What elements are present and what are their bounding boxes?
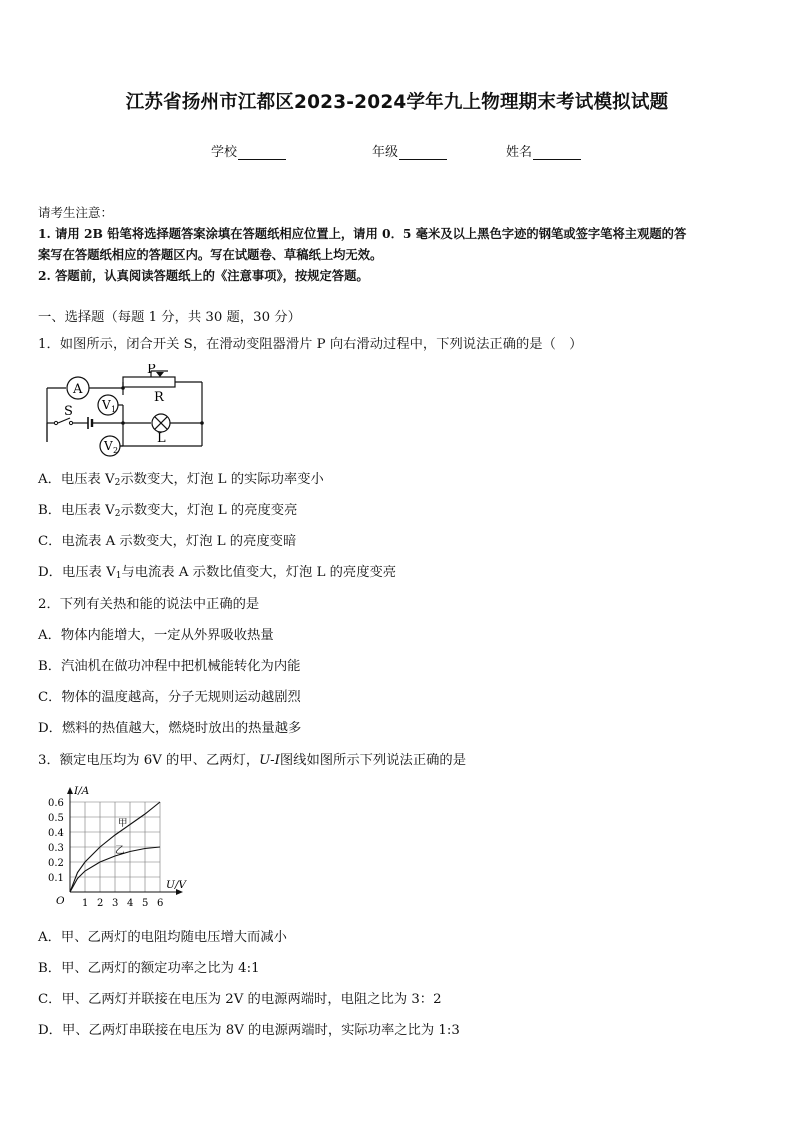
notice-item1-line1: 1. 请用 2B 铅笔将选择题答案涂填在答题纸相应位置上，请用 0．5 毫米及以上黑色字迹的钢笔或签字笔将主观题的答 bbox=[38, 226, 687, 241]
y-tick-label: 0.6 bbox=[48, 798, 64, 809]
page-title: 江苏省扬州市江都区2023-2024学年九上物理期末考试模拟试题 bbox=[125, 92, 669, 113]
ui-graph bbox=[40, 780, 200, 910]
y-tick-label: 0.2 bbox=[48, 858, 64, 869]
origin-label: O bbox=[56, 895, 65, 907]
q2-option-c: C．物体的温度越高，分子无规则运动越剧烈 bbox=[38, 690, 301, 705]
notice-heading: 请考生注意： bbox=[38, 205, 114, 220]
notice-item1-line2: 案写在答题纸相应的答题区内。写在试题卷、草稿纸上均无效。 bbox=[38, 247, 383, 262]
label-R: R bbox=[154, 390, 164, 405]
label-L: L bbox=[157, 431, 166, 446]
label-P: P bbox=[147, 364, 156, 377]
label-S: S bbox=[64, 404, 73, 419]
name-blank bbox=[533, 145, 581, 160]
q3-option-a: A．甲、乙两灯的电阻均随电压增大而减小 bbox=[38, 930, 287, 945]
question-2-stem: 2．下列有关热和能的说法中正确的是 bbox=[38, 597, 260, 612]
q1-option-d: D．电压表 $V_1$与电流表 A 示数比值变大，灯泡 L 的亮度变亮 bbox=[38, 565, 397, 581]
q2-option-a: A．物体内能增大，一定从外界吸收热量 bbox=[38, 628, 274, 643]
name-field bbox=[506, 141, 581, 160]
notice-item2: 2. 答题前，认真阅读答题纸上的《注意事项》，按规定答题。 bbox=[38, 268, 369, 283]
y-tick-label: 0.1 bbox=[48, 873, 64, 884]
y-tick-label: 0.5 bbox=[48, 813, 64, 824]
q1-option-c: C．电流表 A 示数变大，灯泡 L 的亮度变暗 bbox=[38, 534, 297, 549]
q3-option-d: D．甲、乙两灯串联接在电压为 8V 的电源两端时，实际功率之比为 1:3 bbox=[38, 1023, 460, 1038]
x-tick-label: 3 bbox=[112, 898, 119, 909]
y-tick-label: 0.4 bbox=[48, 828, 64, 839]
name-label: 姓名 bbox=[506, 145, 533, 160]
school-blank bbox=[238, 145, 286, 160]
circuit-diagram bbox=[40, 364, 210, 460]
x-axis-label: U/V bbox=[166, 879, 186, 891]
grade-label: 年级 bbox=[372, 145, 399, 160]
y-tick-label: 0.3 bbox=[48, 843, 64, 854]
q2-option-b: B．汽油机在做功冲程中把机械能转化为内能 bbox=[38, 659, 301, 674]
x-tick-label: 1 bbox=[82, 898, 89, 909]
x-tick-label: 6 bbox=[157, 898, 164, 909]
x-tick-label: 2 bbox=[97, 898, 104, 909]
q3-option-c: C．甲、乙两灯并联接在电压为 2V 的电源两端时，电阻之比为 3：2 bbox=[38, 992, 442, 1007]
grade-blank bbox=[399, 145, 447, 160]
series-label-jia: 甲 bbox=[118, 818, 128, 829]
question-3-stem: 3．额定电压均为 6V 的甲、乙两灯，U-I图线如图所示下列说法正确的是 bbox=[38, 753, 467, 768]
grade-field bbox=[372, 141, 447, 160]
series-label-yi: 乙 bbox=[115, 845, 125, 856]
q1-option-b: B．电压表 $V_2$示数变大，灯泡 L 的亮度变亮 bbox=[38, 503, 298, 519]
q2-option-d: D．燃料的热值越大，燃烧时放出的热量越多 bbox=[38, 721, 302, 736]
label-V2: V bbox=[104, 439, 113, 453]
resistor-icon bbox=[123, 377, 175, 387]
question-1-stem: 1．如图所示，闭合开关 S，在滑动变阻器滑片 P 向右滑动过程中，下列说法正确的是（ ） bbox=[38, 337, 583, 352]
q1-option-a: A．电压表 $V_2$示数变大，灯泡 L 的实际功率变小 bbox=[38, 472, 324, 488]
section-heading: 一、选择题（每题 1 分，共 30 题，30 分） bbox=[38, 310, 301, 325]
label-V1-sub: 1 bbox=[111, 405, 117, 414]
label-V1: V bbox=[102, 398, 111, 412]
label-V2-sub: 2 bbox=[113, 446, 119, 455]
y-axis-arrow bbox=[67, 787, 73, 794]
school-field bbox=[211, 141, 286, 160]
x-tick-label: 5 bbox=[142, 898, 149, 909]
label-A: A bbox=[73, 382, 83, 397]
school-label: 学校 bbox=[211, 145, 238, 160]
q3-option-b: B．甲、乙两灯的额定功率之比为 4:1 bbox=[38, 961, 260, 976]
y-axis-label: I/A bbox=[74, 785, 90, 797]
x-tick-label: 4 bbox=[127, 898, 134, 909]
